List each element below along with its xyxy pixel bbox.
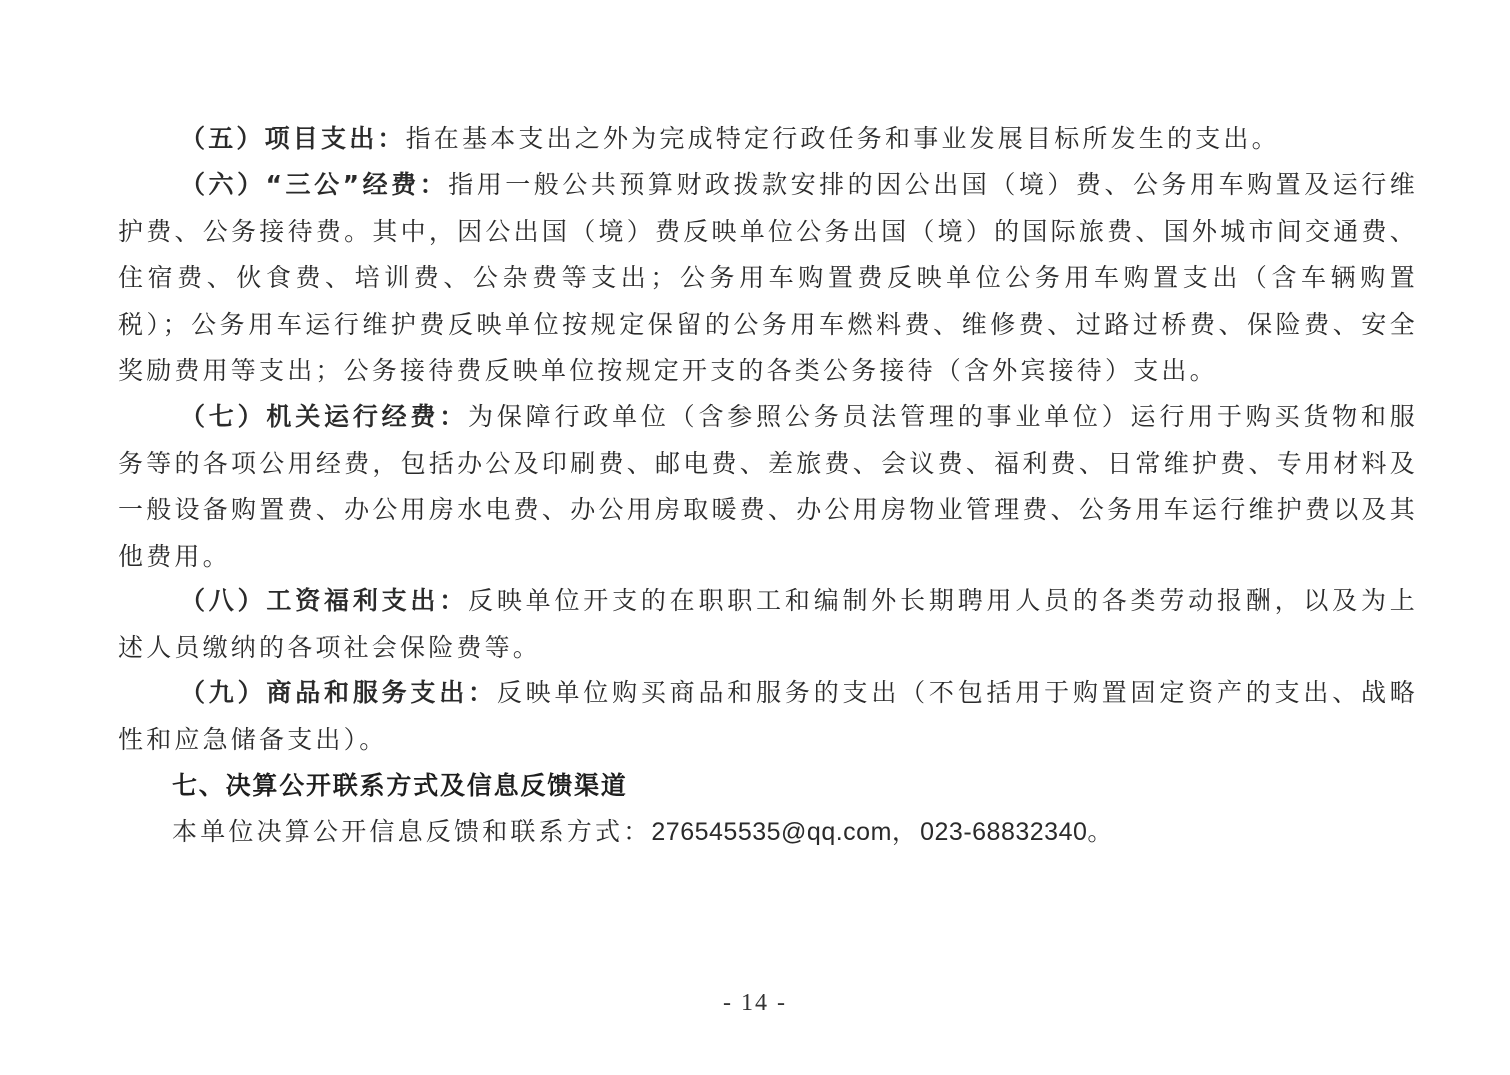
section-heading-contact: 七、决算公开联系方式及信息反馈渠道: [172, 771, 628, 800]
contact-end: 。: [1087, 817, 1116, 846]
definition-agency-operating-expenses: 为保障行政单位（含参照公务员法管理的事业单位）运行用于购买货物和服务等的各项公用经费，包括办公及印刷费、邮电费、差旅费、会议费、福利费、日常维护费、专用材料及一般设备购置费、办公用房水电费、办公用房取暖费、办公用房物业管理费、公务用车运行维护费以及其他费用。: [118, 402, 1418, 571]
paragraph-three-public-expenses: [118, 162, 1418, 395]
page-number: - 14 -: [723, 990, 787, 1016]
contact-prefix: 本单位决算公开信息反馈和联系方式：: [172, 817, 652, 846]
term-goods-services: （九）商品和服务支出：: [180, 678, 497, 707]
contact-email: 276545535@qq.com: [651, 818, 892, 846]
term-agency-operating-expenses: （七）机关运行经费：: [180, 402, 469, 431]
term-project-expenditure: （五）项目支出：: [180, 124, 406, 153]
contact-phone: 023-68832340: [920, 818, 1088, 846]
definition-goods-services: 反映单位购买商品和服务的支出（不包括用于购置固定资产的支出、战略性和应急储备支出）。: [118, 678, 1419, 754]
paragraph-goods-services: [118, 670, 1418, 763]
contact-line: [172, 812, 1116, 848]
definition-project-expenditure: 指在基本支出之外为完成特定行政任务和事业发展目标所发生的支出。: [405, 124, 1280, 153]
paragraph-salary-welfare: [118, 578, 1418, 671]
paragraph-project-expenditure: [118, 116, 1418, 163]
term-salary-welfare: （八）工资福利支出：: [180, 586, 469, 615]
paragraph-agency-operating-expenses: [118, 394, 1418, 580]
definition-three-public-expenses: 指用一般公共预算财政拨款安排的因公出国（境）费、公务用车购置及运行维护费、公务接待费。其中，因公出国（境）费反映单位公务出国（境）的国际旅费、国外城市间交通费、住宿费、伙食费、培训费、公杂费等支出；公务用车购置费反映单位公务用车购置支出（含车辆购置税）；公务用车运行维护费反映单位按规定保留的公务用车燃料费、维修费、过路过桥费、保险费、安全奖励费用等支出；公务接待费反映单位按规定开支的各类公务接待（含外宾接待）支出。: [118, 170, 1418, 385]
contact-separator: ，: [891, 817, 921, 846]
definition-salary-welfare: 反映单位开支的在职职工和编制外长期聘用人员的各类劳动报酬，以及为上述人员缴纳的各项社会保险费等。: [118, 586, 1418, 662]
term-three-public-expenses: （六）“三公”经费：: [180, 170, 449, 199]
